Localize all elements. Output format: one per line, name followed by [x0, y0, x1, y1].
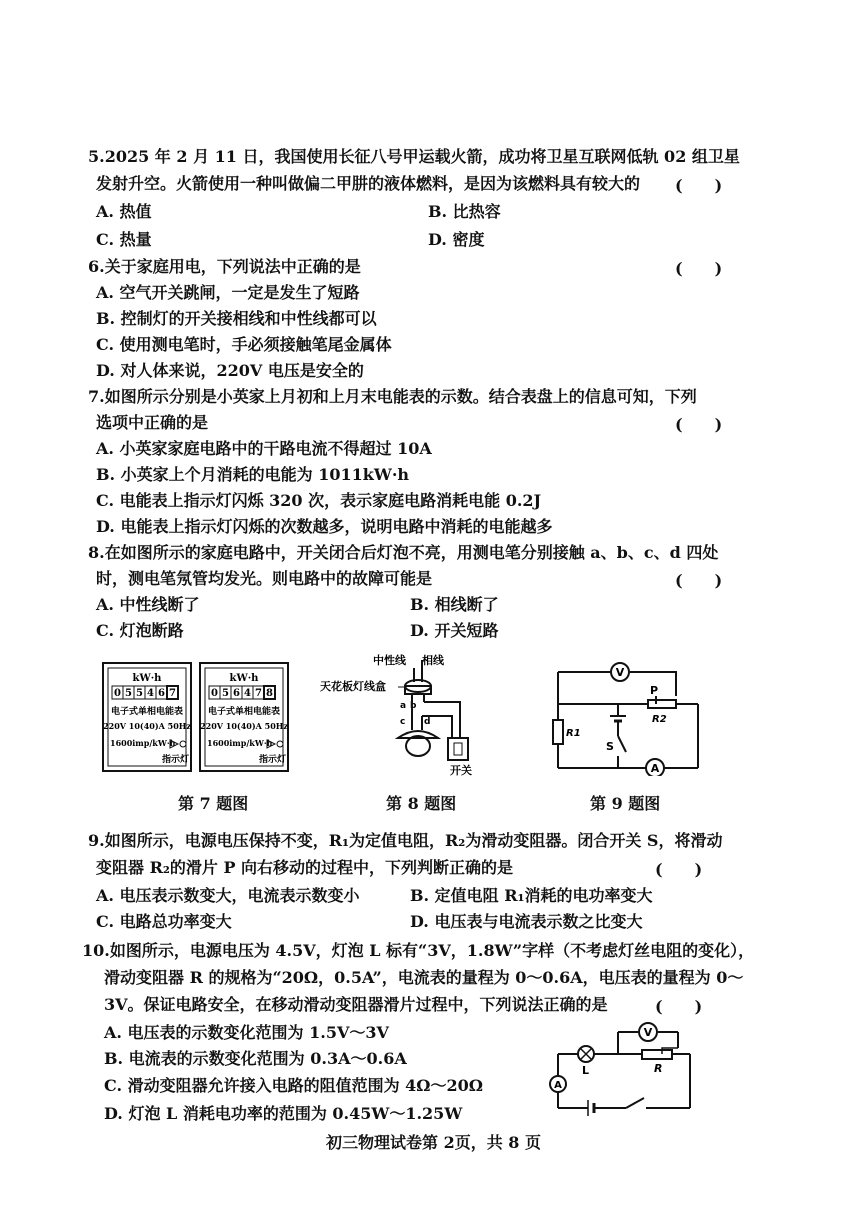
- meter-2-unit: kW·h: [229, 673, 259, 684]
- q9-option-b: B. 定值电阻 R₁消耗的电功率变大: [410, 886, 653, 905]
- ammeter-label: A: [650, 762, 660, 775]
- resistor-r1-label: R1: [566, 728, 581, 739]
- q9-stem-line1: 9.如图所示，电源电压保持不变，R₁为定值电阻，R₂为滑动变阻器。闭合开关 S，将滑动: [88, 831, 723, 850]
- q10-option-a: A. 电压表的示数变化范围为 1.5V～3V: [104, 1023, 389, 1042]
- ammeter-label: A: [554, 1080, 562, 1091]
- switch-icon: [626, 1098, 644, 1108]
- meter-1-digit: 4: [147, 688, 154, 699]
- slider-p-label: P: [650, 684, 659, 697]
- meter-2-imp: 1600imp/kW·h: [207, 738, 273, 748]
- meter-2-digit: 4: [244, 688, 251, 699]
- q5-option-c: C. 热量: [96, 230, 152, 249]
- q6-answer-paren: ( ): [675, 259, 723, 278]
- q7-stem-line1: 7.如图所示分别是小英家上月初和上月末电能表的示数。结合表盘上的信息可知，下列: [88, 387, 697, 406]
- q7-stem-line2: 选项中正确的是: [96, 413, 209, 432]
- switch-s-label: S: [606, 740, 614, 753]
- lamp-label: L: [582, 1064, 590, 1077]
- meter-1-digit: 0: [114, 688, 121, 699]
- q10-answer-paren: ( ): [655, 997, 703, 1016]
- q7-option-d: D. 电能表上指示灯闪烁的次数越多，说明电路中消耗的电能越多: [96, 517, 553, 536]
- q8-option-d: D. 开关短路: [410, 621, 499, 640]
- q5-option-d: D. 密度: [428, 230, 485, 249]
- q7-option-c: C. 电能表上指示灯闪烁 320 次，表示家庭电路消耗电能 0.2J: [96, 491, 542, 510]
- meter-1-digit: 6: [158, 688, 165, 699]
- q5-option-a: A. 热值: [96, 202, 152, 221]
- point-b-label: b: [410, 701, 417, 711]
- meter-2-digit: 0: [211, 688, 218, 699]
- q8-answer-paren: ( ): [675, 571, 723, 590]
- q8-stem-line1: 8.在如图所示的家庭电路中，开关闭合后灯泡不亮，用测电笔分别接触 a、b、c、d 四处: [88, 543, 719, 562]
- meter-2-title: 电子式单相电能表: [207, 707, 281, 717]
- q7-answer-paren: ( ): [675, 415, 723, 434]
- meter-2-lamp-label: 指示灯: [259, 755, 287, 765]
- meter-1-title: 电子式单相电能表: [110, 707, 184, 717]
- q10-stem-line1: 10.如图所示，电源电压为 4.5V，灯泡 L 标有“3V，1.8W”字样（不考虑灯丝电阻的变化），: [82, 941, 755, 960]
- meter-1-lamp-icon: [180, 741, 186, 747]
- meter-2: [200, 663, 288, 771]
- q10-stem-line2: 滑动变阻器 R 的规格为“20Ω，0.5A”，电流表的量程为 0～0.6A，电压表的量程为 0～: [104, 968, 744, 987]
- q9-option-a: A. 电压表示数变大，电流表示数变小: [96, 886, 360, 905]
- q6-option-d: D. 对人体来说，220V 电压是安全的: [96, 361, 364, 380]
- q10-option-c: C. 滑动变阻器允许接入电路的阻值范围为 4Ω～20Ω: [104, 1076, 484, 1095]
- figure-7-meters: [100, 660, 300, 775]
- q9-option-d: D. 电压表与电流表示数之比变大: [410, 912, 643, 931]
- q5-stem-line2: 发射升空。火箭使用一种叫做偏二甲肼的液体燃料，是因为该燃料具有较大的: [96, 174, 641, 193]
- q5-stem-line1: 5.2025 年 2 月 11 日，我国使用长征八号甲运载火箭，成功将卫星互联网低轨 02 组卫星: [88, 147, 740, 166]
- figure-8-caption: 第 8 题图: [386, 794, 457, 813]
- point-c-label: c: [400, 717, 406, 727]
- q10-option-b: B. 电流表的示数变化范围为 0.3A～0.6A: [104, 1049, 407, 1068]
- switch-label: 开关: [450, 764, 472, 777]
- meter-1-digit: 7: [169, 688, 176, 699]
- meter-2-digit: 7: [255, 688, 262, 699]
- point-a-label: a: [400, 701, 407, 711]
- ceiling-box-label: 天花板灯线盒: [320, 680, 386, 693]
- point-d-label: d: [424, 717, 431, 727]
- meter-2-digits: [209, 686, 275, 699]
- q9-option-c: C. 电路总功率变大: [96, 912, 232, 931]
- page-footer: 初三物理试卷第 2页，共 8 页: [326, 1133, 541, 1152]
- meter-1-digit: 5: [136, 688, 143, 699]
- q6-option-b: B. 控制灯的开关接相线和中性线都可以: [96, 309, 377, 328]
- meter-2-spec: 220V 10(40)A 50Hz: [200, 721, 288, 731]
- meter-1-digit: 5: [125, 688, 132, 699]
- q9-stem-line2: 变阻器 R₂的滑片 P 向右移动的过程中，下列判断正确的是: [96, 858, 514, 877]
- voltmeter-label: V: [615, 666, 625, 679]
- figure-9-circuit: [548, 656, 708, 776]
- rheostat-r2-icon: [648, 700, 676, 708]
- switch-s-icon: [618, 736, 626, 752]
- rheostat-label: R: [654, 1062, 663, 1075]
- rheostat-icon: [642, 1050, 672, 1059]
- meter-1-unit: kW·h: [132, 673, 162, 684]
- q10-option-d: D. 灯泡 L 消耗电功率的范围为 0.45W～1.25W: [104, 1104, 463, 1123]
- figure-8-circuit: [318, 650, 498, 780]
- meter-2-digit: 6: [233, 688, 240, 699]
- meter-2-digit: 5: [222, 688, 229, 699]
- neutral-wire-label: 中性线: [373, 654, 406, 667]
- resistor-r1-icon: [553, 720, 563, 744]
- switch-icon: [448, 738, 468, 760]
- q8-option-b: B. 相线断了: [410, 595, 499, 614]
- meter-1: [103, 663, 191, 771]
- q8-stem-line2: 时，测电笔氖管均发光。则电路中的故障可能是: [96, 569, 433, 588]
- meter-1-digits: [112, 686, 178, 699]
- q9-answer-paren: ( ): [655, 860, 703, 879]
- meter-2-digit: 8: [266, 688, 273, 699]
- rheostat-r2-label: R2: [652, 714, 667, 725]
- meter-2-lamp-icon: [277, 741, 283, 747]
- q6-option-a: A. 空气开关跳闸，一定是发生了短路: [96, 283, 360, 302]
- meter-1-lamp-label: 指示灯: [162, 755, 190, 765]
- figure-7-caption: 第 7 题图: [178, 794, 249, 813]
- q5-answer-paren: ( ): [675, 176, 723, 195]
- voltmeter-label: V: [643, 1026, 653, 1039]
- meter-1-imp: 1600imp/kW·h: [110, 738, 176, 748]
- q8-option-c: C. 灯泡断路: [96, 621, 184, 640]
- live-wire-label: 相线: [422, 654, 444, 667]
- q8-option-a: A. 中性线断了: [96, 595, 200, 614]
- q6-stem: 6.关于家庭用电，下列说法中正确的是: [88, 257, 361, 276]
- meter-1-spec: 220V 10(40)A 50Hz: [103, 721, 191, 731]
- figure-9-caption: 第 9 题图: [590, 794, 661, 813]
- figure-10-circuit: [542, 1018, 698, 1118]
- q10-stem-line3: 3V。保证电路安全，在移动滑动变阻器滑片过程中，下列说法正确的是: [104, 995, 608, 1014]
- q7-option-a: A. 小英家家庭电路中的干路电流不得超过 10A: [96, 439, 432, 458]
- q5-option-b: B. 比热容: [428, 202, 501, 221]
- q6-option-c: C. 使用测电笔时，手必须接触笔尾金属体: [96, 335, 392, 354]
- q7-option-b: B. 小英家上个月消耗的电能为 1011kW·h: [96, 465, 410, 484]
